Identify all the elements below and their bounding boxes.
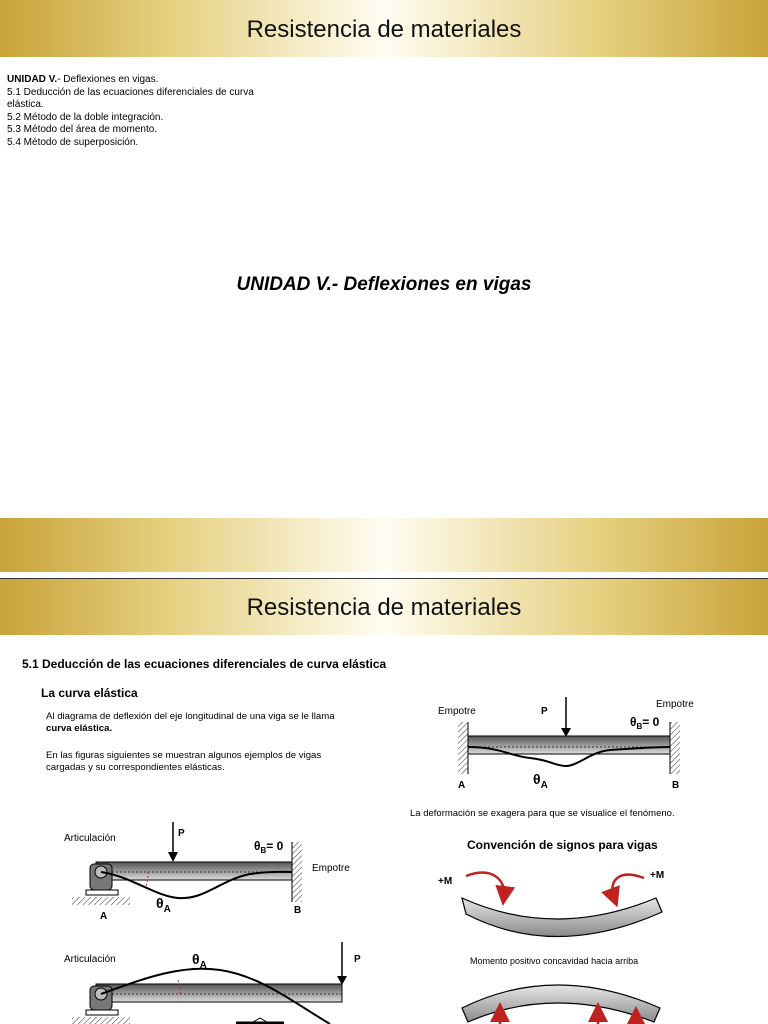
toc-item: 5.3 Método del área de momento. [7,124,158,135]
para1-line: Al diagrama de deflexión del eje longitudinal de una viga se le llama [46,711,335,722]
toc-unit-line [7,74,277,87]
left-wall [458,722,468,774]
slide1-footer-bar [0,518,768,572]
right-wall [292,842,302,902]
beam [96,984,342,1002]
figure-pinned-fixed-beam [60,820,360,920]
moment-label-right: +M [650,870,665,881]
section-heading: 5.1 Deducción de las ecuaciones diferenciales de curva elástica [22,657,387,671]
sign-convention-title: Convención de signos para vigas [467,838,658,852]
theta-b-label: $\theta_B= 0$ [254,839,284,855]
theta-a-label: $\theta_A$ [533,771,548,791]
fig-mid-left-label: Articulación [64,833,116,844]
toc-item: 5.2 Método de la doble integración. [7,111,164,123]
toc-item: 5.1 Deducción de las ecuaciones diferenciales de curva [7,86,254,98]
fig-mid-load-label: P [178,828,185,839]
moment-label-left: +M [438,876,453,887]
end-b-label: B [294,905,302,916]
end-a-label: A [458,780,466,791]
deformation-caption: La deformación se exagera para que se visualice el fenómeno. [410,808,675,819]
ground-hatch [72,897,130,905]
bent-beam-positive [462,898,662,937]
para2-line: cargadas y su correspondientes elásticas. [46,761,225,773]
fig-top-right-label: Empotre [656,699,694,710]
pin-base [86,1010,118,1015]
ground-hatch [72,1017,130,1024]
para1-bold: curva elástica. [46,722,113,734]
theta-a-label: $\theta_A$ [156,895,171,915]
end-a-label: A [100,911,108,920]
moment-arrow-left [466,873,504,896]
figure-sign-convention [430,862,680,1024]
figure-fixed-fixed-beam [430,692,700,794]
end-b-label: B [672,780,680,791]
positive-moment-caption: Momento positivo concavidad hacia arriba [470,956,639,966]
paragraph-definition [46,711,376,734]
toc-unit-rest: - Deflexiones en vigas. [57,74,159,85]
fig-bottom-left-label: Articulación [64,954,116,965]
fig-mid-right-label: Empotre [312,863,350,874]
fig-bottom-load-label: P [354,954,361,965]
toc-item: elástica. [7,99,44,110]
toc-item: 5.4 Método de superposición. [7,136,139,148]
theta-b-label: $\theta_B= 0$ [630,715,660,731]
load-arrow-head [168,852,178,862]
subheading-elastic-curve: La curva elástica [41,686,138,700]
table-of-contents [7,74,277,149]
theta-a-label: $\theta_A$ [192,951,207,971]
toc-unit-bold: UNIDAD V. [7,74,58,85]
slide2-header-title: Resistencia de materiales [246,594,522,621]
pin-base [86,890,118,895]
fig-top-left-label: Empotre [438,706,476,717]
paragraph-examples [46,750,376,773]
right-wall [670,722,680,774]
unit-title: UNIDAD V.- Deflexiones en vigas [236,274,532,295]
figure-overhang-beam [60,940,370,1024]
beam [96,862,292,880]
bent-beam-negative [462,985,660,1022]
fig-top-load-label: P [541,706,548,717]
slide1-header-title: Resistencia de materiales [246,16,522,43]
para2-line: En las figuras siguientes se muestran algunos ejemplos de vigas [46,750,322,761]
moment-arrow-right [612,875,644,898]
